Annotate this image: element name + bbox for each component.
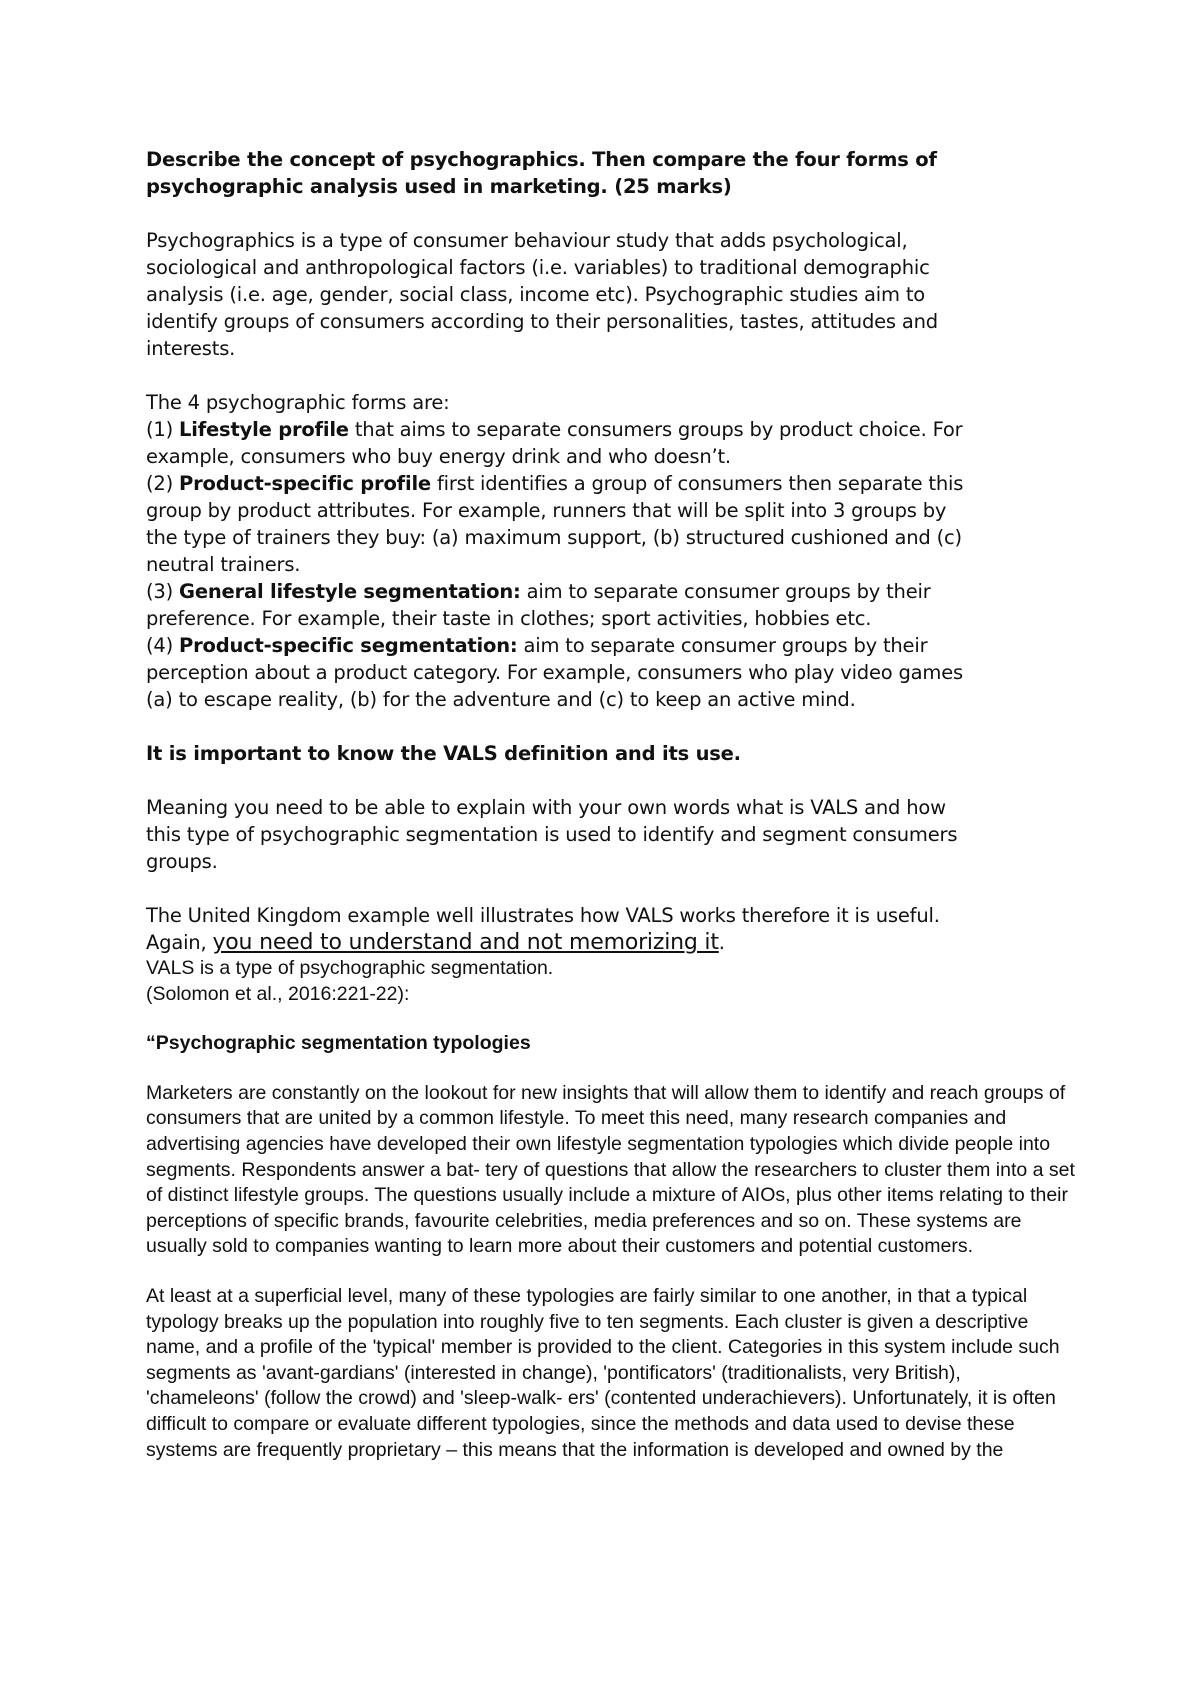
question-heading [146,146,966,200]
form-item-2 [146,470,976,578]
form-text: aim to separate consumer groups by their preference. For example, their taste in clothes; sport activities, hobbies etc. [146,580,931,630]
again-text: Again, [146,931,213,954]
vals-meaning: Meaning you need to be able to explain with your own words what is VALS and how this type of psychographic segmentation is used to identify and segment consumers groups. [146,796,958,873]
form-term: Lifestyle profile [179,418,349,441]
document-page [146,146,1076,1463]
form-term: General lifestyle segmentation: [179,580,521,603]
form-item-1 [146,416,976,470]
forms-lead: The 4 psychographic forms are: [146,391,450,414]
uk-example-line: The United Kingdom example well illustrates how VALS works therefore it is useful. [146,904,940,927]
form-number: (4) [146,634,180,657]
quote-paragraph-1: Marketers are constantly on the lookout for new insights that will allow them to identify and reach groups of consumers that are united by a common lifestyle. To meet this need, many research companies and advertising agencies have developed their own lifestyle segmentation typologies which divide people into segments. Respondents answer a bat- tery of questions that allow the researchers to cluster them into a set of distinct lifestyle groups. The questions usually include a mixture of AIOs, plus other items relating to their perceptions of specific brands, favourite celebrities, media preferences and so on. These systems are usually sold to companies wanting to learn more about their customers and potential customers. [146,1081,1075,1258]
vals-heading-text: It is important to know the VALS definition and its use. [146,742,741,765]
quote-heading [146,1031,1076,1057]
form-item-3 [146,578,976,632]
form-number: (1) [146,418,180,441]
form-number: (2) [146,472,180,495]
vals-type-line: VALS is a type of psychographic segmentation. [146,957,554,979]
again-line [146,929,1076,956]
citation: (Solomon et al., 2016:221-22): [146,982,410,1005]
vals-example-block [146,902,1076,1007]
form-number: (3) [146,580,180,603]
quote-paragraph-2: At least at a superficial level, many of these typologies are fairly similar to one another, in that a typical typology breaks up the population into roughly five to ten segments. Each cluster is given a descriptive name, and a profile of the 'typical' member is provided to the client. Categories in this system include such segments as 'avant-gardians' (interested in change), 'pontificators' (traditionalists, very British), 'chameleons' (follow the crowd) and 'sleep-walk- ers' (contented underachievers). Unfortunately, it is often difficult to compare or evaluate different typologies, since the methods and data used to devise these systems are frequently proprietary – this means that the information is developed and owned by the [146,1284,1060,1461]
underlined-emphasis: you need to understand and not memorizing it [212,930,719,955]
vals-heading [146,740,1076,767]
again-end: . [718,931,725,954]
intro-paragraph: Psychographics is a type of consumer behaviour study that adds psychological, sociological and anthropological factors (i.e. variables) to traditional demographic analysis (i.e. age, gender, social class, income etc). Psychographic studies aim to identify groups of consumers according to their personalities, tastes, attitudes and interests. [146,229,938,360]
forms-section [146,389,976,713]
form-text: first identifies a group of consumers then separate this group by product attributes. For example, runners that will be split into 3 groups by the type of trainers they buy: (a) maximum support, (b) structured cushioned and (c) neutral trainers. [146,472,964,576]
quote-heading-text: “Psychographic segmentation typologies [146,1032,531,1055]
form-item-4 [146,632,976,713]
question-heading-text: Describe the concept of psychographics. Then compare the four forms of psychographic analysis used in marketing. (25 marks) [146,148,937,198]
form-text: aim to separate consumer groups by their perception about a product category. For example, consumers who play video games (a) to escape reality, (b) for the adventure and (c) to keep an active mind. [146,634,963,711]
form-term: Product-specific segmentation: [179,634,518,657]
form-text: that aims to separate consumers groups by product choice. For example, consumers who buy energy drink and who doesn’t. [146,418,963,468]
form-term: Product-specific profile [179,472,431,495]
